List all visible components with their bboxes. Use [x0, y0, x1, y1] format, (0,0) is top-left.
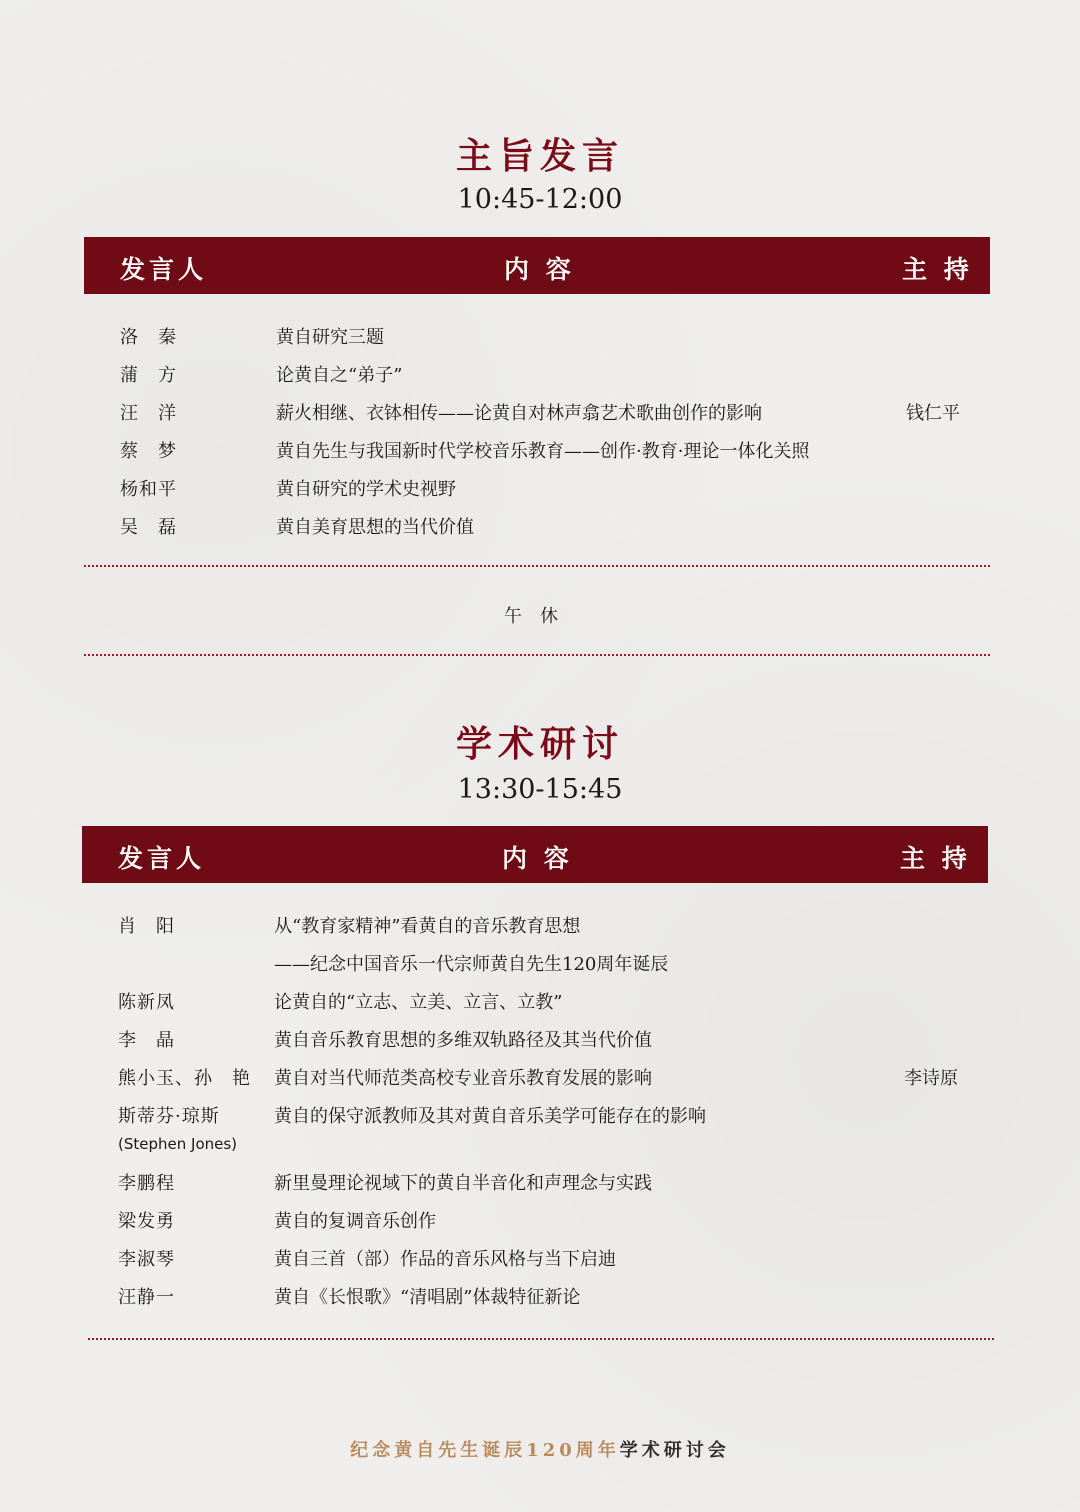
talk-topic: 黄自先生与我国新时代学校音乐教育——创作·教育·理论一体化关照 [276, 441, 810, 462]
header-host: 主 持 [900, 844, 971, 873]
speaker-name: 梁发勇 [118, 1211, 175, 1232]
talk-topic: 论黄自的“立志、立美、立言、立教” [274, 992, 563, 1013]
dotted-divider [88, 1338, 994, 1340]
speaker-name: 蒲 方 [120, 365, 177, 386]
talk-topic: 从“教育家精神”看黄自的音乐教育思想 [274, 916, 581, 937]
header-content: 内 容 [504, 255, 575, 284]
speaker-name: 李淑琴 [118, 1249, 175, 1270]
speaker-name: 洛 秦 [120, 327, 177, 348]
talk-topic: 新里曼理论视域下的黄自半音化和声理念与实践 [274, 1173, 652, 1194]
speaker-name: 熊小玉、孙 艳 [118, 1068, 251, 1089]
speaker-name: 汪静一 [118, 1287, 175, 1308]
footer-part2: 学术研讨会 [619, 1440, 730, 1461]
talk-subtitle: ——纪念中国音乐一代宗师黄自先生120周年诞辰 [274, 954, 669, 975]
talk-topic: 黄自的复调音乐创作 [274, 1211, 436, 1232]
talk-topic: 论黄自之“弟子” [276, 365, 403, 386]
speaker-name: 汪 洋 [120, 403, 177, 424]
session2-title: 学术研讨 [455, 723, 624, 765]
header-speaker: 发言人 [118, 844, 206, 873]
speaker-name: 蔡 梦 [120, 441, 177, 462]
session2-header-bar [82, 826, 988, 883]
talk-topic: 薪火相继、衣钵相传——论黄自对林声翕艺术歌曲创作的影响 [276, 403, 762, 424]
speaker-name: 杨和平 [120, 479, 177, 500]
speaker-name: 李 晶 [118, 1030, 175, 1051]
header-host: 主 持 [902, 255, 973, 284]
talk-topic: 黄自研究的学术史视野 [276, 479, 456, 500]
speaker-name: 吴 磊 [120, 517, 177, 538]
session1-title: 主旨发言 [455, 135, 624, 177]
talk-topic: 黄自美育思想的当代价值 [276, 517, 474, 538]
header-speaker: 发言人 [120, 255, 208, 284]
session1-host: 钱仁平 [906, 403, 960, 424]
talk-topic: 黄自对当代师范类高校专业音乐教育发展的影响 [274, 1068, 652, 1089]
speaker-name: 肖 阳 [118, 916, 175, 937]
footer-part1: 纪念黄自先生诞辰120周年 [350, 1440, 620, 1461]
footer-caption [0, 1436, 1080, 1462]
session2-host: 李诗原 [904, 1068, 958, 1089]
talk-topic: 黄自《长恨歌》“清唱剧”体裁特征新论 [274, 1287, 581, 1308]
talk-topic: 黄自的保守派教师及其对黄自音乐美学可能存在的影响 [274, 1106, 706, 1127]
session1-header-bar [84, 237, 990, 294]
talk-topic: 黄自三首（部）作品的音乐风格与当下启迪 [274, 1249, 616, 1270]
speaker-name: 斯蒂芬·琼斯 [118, 1106, 220, 1127]
dotted-divider [84, 654, 990, 656]
speaker-name: 陈新凤 [118, 992, 175, 1013]
session1-time: 10:45-12:00 [457, 184, 623, 215]
speaker-name: 李鹏程 [118, 1173, 175, 1194]
lunch-break-label: 午休 [504, 606, 576, 627]
session2-time: 13:30-15:45 [457, 774, 623, 805]
speaker-english-name: (Stephen Jones) [118, 1135, 238, 1153]
header-content: 内 容 [502, 844, 573, 873]
talk-topic: 黄自研究三题 [276, 327, 384, 348]
talk-topic: 黄自音乐教育思想的多维双轨路径及其当代价值 [274, 1030, 652, 1051]
dotted-divider [84, 565, 990, 567]
